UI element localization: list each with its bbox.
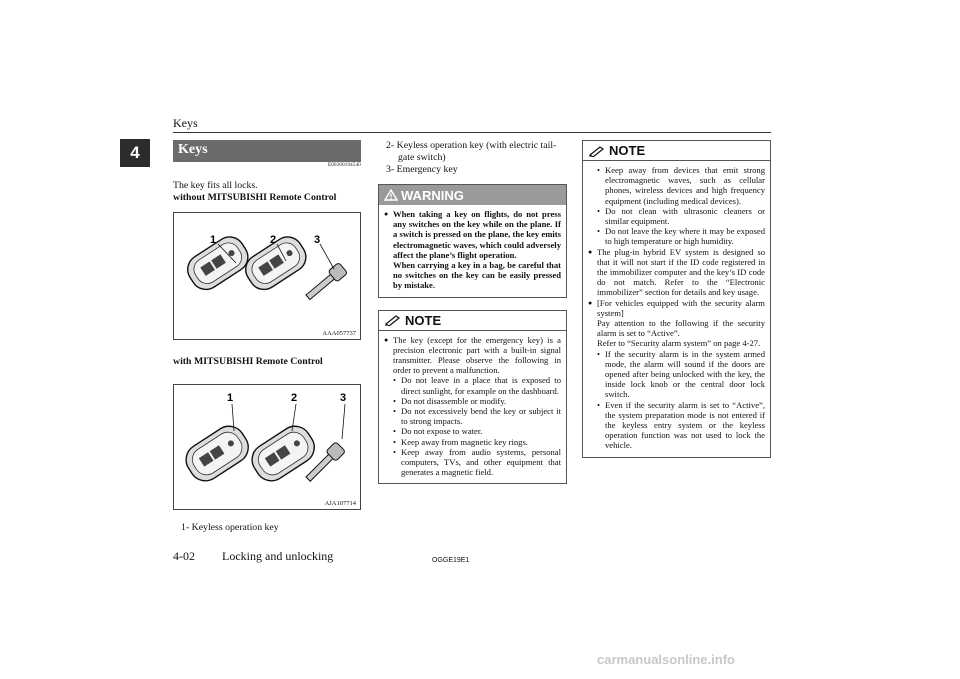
callout-2b: 2 xyxy=(291,392,298,404)
warning-body xyxy=(379,205,566,297)
footer-code: OGGE19E1 xyxy=(432,557,470,564)
legend-item-3: 3- Emergency key xyxy=(386,164,458,175)
note1-item-2: • Do not disassemble or modify. xyxy=(393,395,507,406)
figure-code-2: AJA107714 xyxy=(324,500,356,507)
note2-sub-item-1: • If the security alarm is in the system armed mode, the alarm will sound if the doors are opened after being unlocked with the key, the inside lock knob or the central door lock switch. xyxy=(597,348,765,400)
callout-1b: 1 xyxy=(227,392,234,404)
note2-item-2: • Do not clean with ultrasonic cleaners or similar equipment. xyxy=(597,205,765,227)
bullet-dot-icon: ● xyxy=(384,335,389,344)
note2-sub-item-2: • Even if the security alarm is set to “Active”, the system preparation mode is not entered if the keyless entry system or the keyless operation function was not used to lock the vehicle. xyxy=(597,399,765,451)
note-pen-icon xyxy=(384,314,402,326)
bullet-dot-icon: ● xyxy=(588,247,593,256)
note2-bullet-1: ● The plug-in hybrid EV system is designed so that it will not start if the ID code registered in the immobilizer computer and the key’s ID code do not match. Refer to the “Electronic immobilizer” section for details and key usage. xyxy=(588,246,765,298)
header-title: Keys xyxy=(173,116,198,130)
bullet-dot-icon: ● xyxy=(588,298,593,307)
keys-illustration-2 xyxy=(174,385,360,509)
figure-keys-2 xyxy=(173,384,361,510)
note-body-2 xyxy=(583,161,770,457)
column-right xyxy=(582,140,771,458)
figure-code-1: AAA057737 xyxy=(322,330,356,337)
section-code: E00300104540 xyxy=(328,163,361,168)
callout-1: 1 xyxy=(210,234,217,246)
note1-item-3: • Do not excessively bend the key or subject it to strong impacts. xyxy=(393,406,561,427)
emergency-key-1 xyxy=(303,262,347,302)
note1-item-1: • Do not leave in a place that is exposed to direct sunlight, for example on the dashboard. xyxy=(393,375,561,396)
note-header-2: NOTE xyxy=(583,141,770,161)
note1-item-6: • Keep away from audio systems, personal computers, TVs, and other equipment that generates a magnetic field. xyxy=(393,446,561,478)
intro-text: The key fits all locks. xyxy=(173,180,258,191)
note2-item-1: • Keep away from devices that emit strong electromagnetic waves, such as cellular phones, wireless devices and high frequency equipment (including medical devices). xyxy=(597,165,765,206)
note-box-2 xyxy=(582,140,771,458)
section-title: Keys xyxy=(173,140,361,162)
column-left xyxy=(173,140,361,534)
callout-3b: 3 xyxy=(340,392,347,404)
note2-item-3: • Do not leave the key where it may be exposed to high temperature or high humidity. xyxy=(597,226,765,247)
bullet-dot-icon: ● xyxy=(384,210,389,218)
keys-illustration-1 xyxy=(174,213,360,339)
warning-header: WARNING xyxy=(379,185,566,205)
legend-item-1: 1- Keyless operation key xyxy=(181,522,279,533)
note-pen-icon xyxy=(588,145,606,157)
note-box-1 xyxy=(378,310,567,485)
column-middle xyxy=(378,140,567,484)
warning-bullet: ● When taking a key on flights, do not press any switches on the key while on the plane. If a switch is pressed on the plane, the key emits electromagnetic waves, which could adversely affect the plane’s flight operation. When carrying a key in a bag, be careful that no switches on the key can be easily pressed by mistake. xyxy=(384,209,561,291)
figure-caption-1: without MITSUBISHI Remote Control xyxy=(173,192,337,203)
figure-caption-2: with MITSUBISHI Remote Control xyxy=(173,356,323,367)
chapter-tab: 4 xyxy=(120,139,150,167)
watermark: carmanualsonline.info xyxy=(597,652,735,667)
note-header-1: NOTE xyxy=(379,311,566,331)
footer-section: Locking and unlocking xyxy=(222,549,334,563)
note1-bullet: ● The key (except for the emergency key) is a precision electronic part with a built-in signal transmitter. Please observe the following in order to prevent a malfunction. xyxy=(384,334,561,376)
legend-item-2: 2- Keyless operation key (with electric tail- xyxy=(386,140,557,151)
legend-item-2-cont: gate switch) xyxy=(398,152,446,163)
note1-item-5: • Keep away from magnetic key rings. xyxy=(393,436,528,447)
warning-box xyxy=(378,184,567,298)
note-body-1 xyxy=(379,331,566,484)
note1-item-4: • Do not expose to water. xyxy=(393,426,483,437)
fob-3 xyxy=(180,420,254,487)
note2-bullet-2-line-2: Refer to “Security alarm system” on page 4-27. xyxy=(597,338,761,349)
note2-bullet-2: ● [For vehicles equipped with the security alarm system] xyxy=(588,297,765,318)
callout-2: 2 xyxy=(270,234,277,246)
warning-triangle-icon xyxy=(384,189,398,201)
fob-1 xyxy=(182,231,254,295)
footer-page-number: 4-02 xyxy=(173,549,195,563)
figure-keys-1 xyxy=(173,212,361,340)
callout-3: 3 xyxy=(314,234,321,246)
header-rule xyxy=(173,132,771,133)
note2-bullet-2-line-1: Pay attention to the following if the security alarm is set to “Active”. xyxy=(597,318,765,339)
